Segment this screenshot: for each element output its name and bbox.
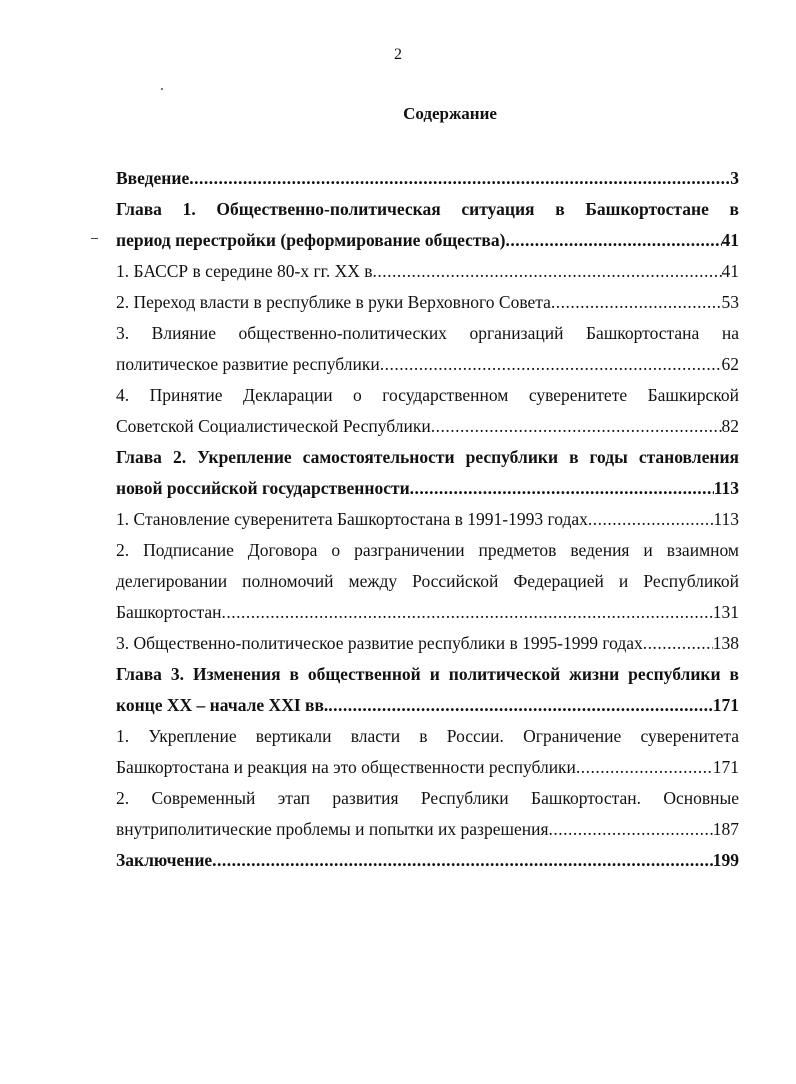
- leader-dots: [588, 504, 713, 535]
- toc-label: 3. Общественно-политическое развитие республики в 1995-1999 годах: [116, 633, 643, 653]
- toc-entry-1-3[interactable]: [116, 318, 739, 380]
- toc-label-line: 4. Принятие Декларации о государственном суверенитете Башкирской: [116, 385, 739, 405]
- toc-label-line: новой российской государственности: [116, 478, 410, 498]
- toc-label: 2. Переход власти в республике в руки Верховного Совета: [116, 292, 551, 312]
- toc-entry-chapter-1[interactable]: [116, 194, 739, 256]
- leader-dots: [431, 411, 722, 442]
- leader-dots: [551, 287, 722, 318]
- toc-entry-introduction[interactable]: [116, 163, 739, 194]
- toc-label: Введение: [116, 168, 190, 188]
- toc-label-line: 2. Современный этап развития Республики Башкортостан. Основные: [116, 788, 739, 808]
- leader-dots: [380, 349, 722, 380]
- toc-page: 131: [712, 602, 739, 622]
- toc-label: 1. Становление суверенитета Башкортостана в 1991-1993 годах: [116, 509, 588, 529]
- toc-page: 41: [721, 230, 739, 250]
- toc-page: 171: [712, 757, 739, 777]
- leader-dots: [576, 752, 713, 783]
- toc-page: 113: [713, 509, 739, 529]
- toc-page: 138: [712, 633, 739, 653]
- toc-page: 171: [712, 695, 739, 715]
- toc-page: 199: [712, 850, 739, 870]
- toc-entry-chapter-2[interactable]: [116, 442, 739, 504]
- toc-entry-1-4[interactable]: [116, 380, 739, 442]
- leader-dots: [328, 690, 712, 721]
- leader-dots: [643, 628, 713, 659]
- toc-entry-chapter-3[interactable]: [116, 659, 739, 721]
- toc-page: 187: [712, 819, 739, 839]
- toc-page: 82: [721, 416, 739, 436]
- toc-label-line: Глава 1. Общественно-политическая ситуация в Башкортостане в: [116, 199, 739, 219]
- toc-entry-3-1[interactable]: [116, 721, 739, 783]
- toc-label-line: Глава 3. Изменения в общественной и политической жизни республики в: [116, 664, 739, 684]
- toc-entry-1-2[interactable]: [116, 287, 739, 318]
- leader-dots: [189, 163, 730, 194]
- toc-label-line: Советской Социалистической Республики: [116, 416, 431, 436]
- leader-dots: [410, 473, 714, 504]
- toc-label-line: 3. Влияние общественно-политических организаций Башкортостана на: [116, 323, 739, 343]
- leader-dots: [372, 256, 721, 287]
- toc-label-line: внутриполитические проблемы и попытки их разрешения: [116, 819, 549, 839]
- toc-entry-2-1[interactable]: [116, 504, 739, 535]
- page-title: Содержание: [403, 104, 497, 123]
- toc-entry-2-3[interactable]: [116, 628, 739, 659]
- toc-page: 41: [721, 261, 739, 281]
- toc-entry-3-2[interactable]: [116, 783, 739, 845]
- margin-mark: [91, 238, 98, 239]
- toc-page: 62: [721, 354, 739, 374]
- toc-page: 53: [721, 292, 739, 312]
- leader-dots: [505, 225, 721, 256]
- toc-label: Заключение: [116, 850, 213, 870]
- table-of-contents: [116, 163, 739, 876]
- leader-dots: [222, 597, 713, 628]
- toc-label-line: конце XX – начале XXI вв.: [116, 695, 329, 715]
- leader-dots: [549, 814, 713, 845]
- toc-entry-2-2[interactable]: [116, 535, 739, 628]
- scan-speck: [161, 88, 163, 90]
- toc-label-line: политическое развитие республики: [116, 354, 380, 374]
- toc-label-line: Башкортостан: [116, 602, 222, 622]
- toc-label: 1. БАССР в середине 80-х гг. XX в: [116, 261, 373, 281]
- leader-dots: [212, 845, 713, 876]
- page-number: 2: [394, 46, 402, 63]
- toc-page: 3: [730, 168, 739, 188]
- toc-entry-1-1[interactable]: [116, 256, 739, 287]
- toc-entry-conclusion[interactable]: [116, 845, 739, 876]
- toc-label-line: Глава 2. Укрепление самостоятельности республики в годы становления: [116, 447, 739, 467]
- toc-page: 113: [713, 478, 739, 498]
- toc-label-line: Башкортостана и реакция на это общественности республики: [116, 757, 576, 777]
- toc-label-line: делегировании полномочий между Российской Федерацией и Республикой: [116, 571, 739, 591]
- toc-label-line: 1. Укрепление вертикали власти в России. Ограничение суверенитета: [116, 726, 739, 746]
- toc-label-line: период перестройки (реформирование общества): [116, 230, 506, 250]
- toc-label-line: 2. Подписание Договора о разграничении предметов ведения и взаимном: [116, 540, 739, 560]
